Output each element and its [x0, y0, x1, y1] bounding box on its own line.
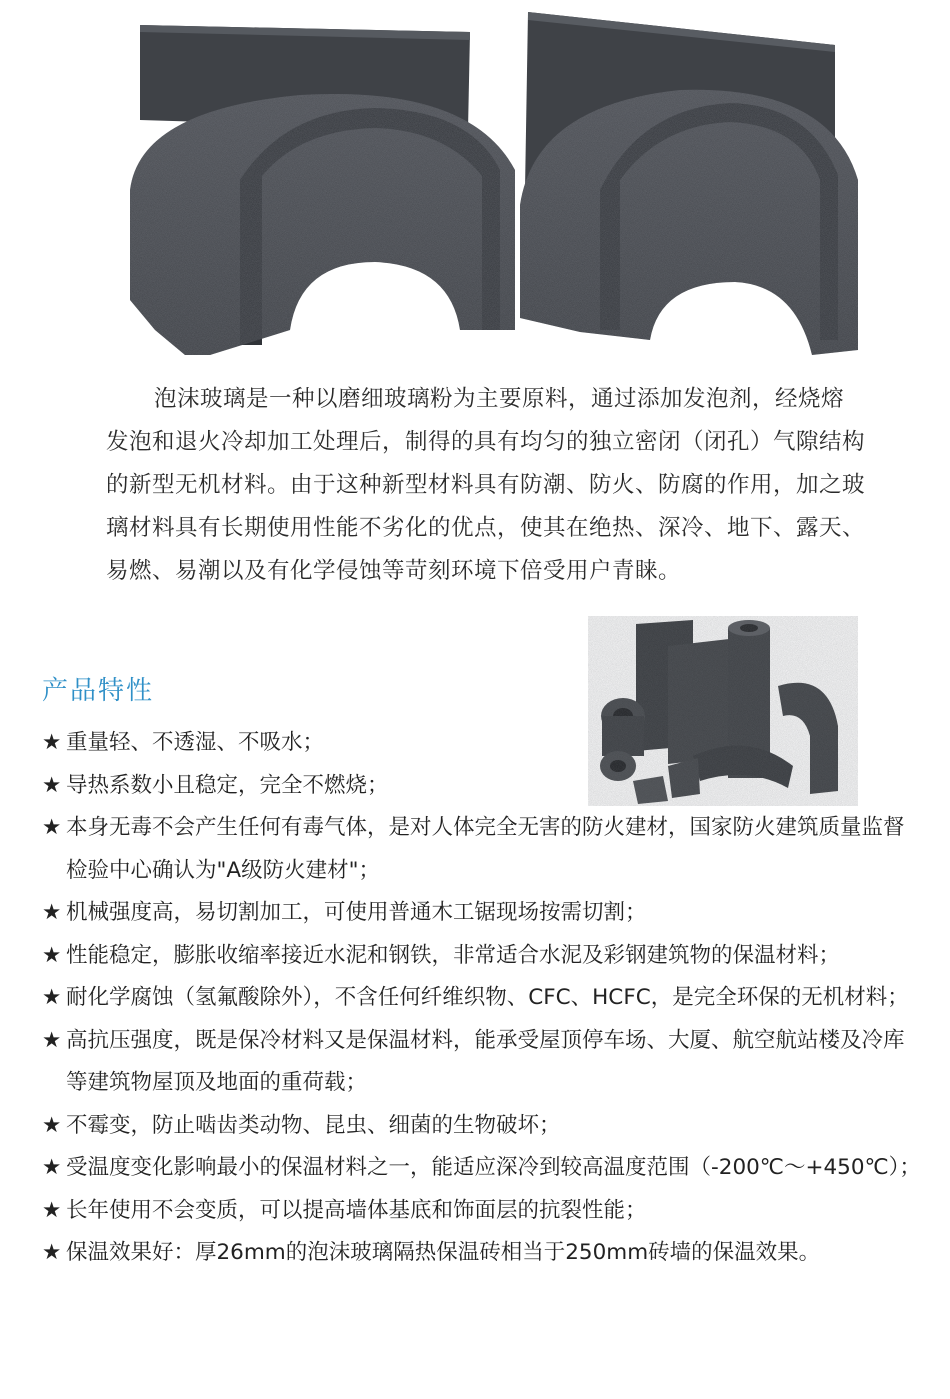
- feature-text: 耐化学腐蚀（氢氟酸除外），不含任何纤维织物、CFC、HCFC，是完全环保的无机材料；: [66, 985, 909, 1010]
- feature-list: [42, 722, 922, 1275]
- star-bullet-icon: ★: [42, 1112, 62, 1138]
- star-bullet-icon: ★: [42, 1240, 62, 1265]
- star-bullet-icon: ★: [42, 1027, 62, 1053]
- feature-item: [42, 977, 922, 1020]
- feature-text: 机械强度高，易切割加工，可使用普通木工锯现场按需切割；: [66, 900, 647, 925]
- feature-text: 本身无毒不会产生任何有毒气体，是对人体完全无害的防火建材，国家防火建筑质量监督检验中心确认为"A级防火建材"；: [66, 815, 905, 883]
- feature-text: 导热系数小且稳定，完全不燃烧；: [66, 772, 389, 798]
- feature-item: [42, 1147, 922, 1190]
- star-bullet-icon: ★: [42, 900, 62, 925]
- star-bullet-icon: ★: [42, 730, 62, 755]
- feature-item: [42, 1190, 922, 1233]
- feature-text: 性能稳定，膨胀收缩率接近水泥和钢铁，非常适合水泥及彩钢建筑物的保温材料；: [66, 942, 841, 968]
- feature-item: [42, 765, 606, 808]
- feature-text: 高抗压强度，既是保冷材料又是保温材料，能承受屋顶停车场、大厦、航空航站楼及冷库等建筑物屋顶及地面的重荷载；: [66, 1027, 905, 1095]
- feature-item: [42, 892, 922, 935]
- star-bullet-icon: ★: [42, 772, 62, 798]
- feature-text: 不霉变，防止啮齿类动物、昆虫、细菌的生物破坏；: [66, 1112, 561, 1138]
- foam-glass-pipe-sections-photo: [0, 0, 950, 370]
- star-bullet-icon: ★: [42, 1197, 62, 1223]
- feature-text: 重量轻、不透湿、不吸水；: [66, 730, 325, 755]
- intro-paragraph: 泡沫玻璃是一种以磨细玻璃粉为主要原料，通过添加发泡剂，经烧熔发泡和退火冷却加工处理后，制得的具有均匀的独立密闭（闭孔）气隙结构的新型无机材料。由于这种新型材料具有防潮、防火、防腐的作用，加之玻璃材料具有长期使用性能不劣化的优点，使其在绝热、深冷、地下、露天、易燃、易潮以及有化学侵蚀等苛刻环境下倍受用户青睐。: [106, 386, 866, 584]
- feature-text: 保温效果好：厚26mm的泡沫玻璃隔热保温砖相当于250mm砖墙的保温效果。: [66, 1240, 821, 1265]
- star-bullet-icon: ★: [42, 985, 62, 1010]
- feature-item: [42, 935, 922, 978]
- star-bullet-icon: ★: [42, 942, 62, 968]
- feature-item: [42, 1105, 922, 1148]
- feature-item: [42, 1232, 922, 1275]
- feature-item: [42, 722, 606, 765]
- features-heading: 产品特性: [42, 676, 155, 706]
- star-bullet-icon: ★: [42, 815, 62, 840]
- star-bullet-icon: ★: [42, 1155, 62, 1180]
- feature-item: [42, 807, 922, 892]
- feature-text: 长年使用不会变质，可以提高墙体基底和饰面层的抗裂性能；: [66, 1197, 647, 1223]
- feature-item: [42, 1020, 922, 1105]
- feature-text: 受温度变化影响最小的保温材料之一，能适应深冷到较高温度范围（-200℃～+450℃）；: [66, 1155, 921, 1180]
